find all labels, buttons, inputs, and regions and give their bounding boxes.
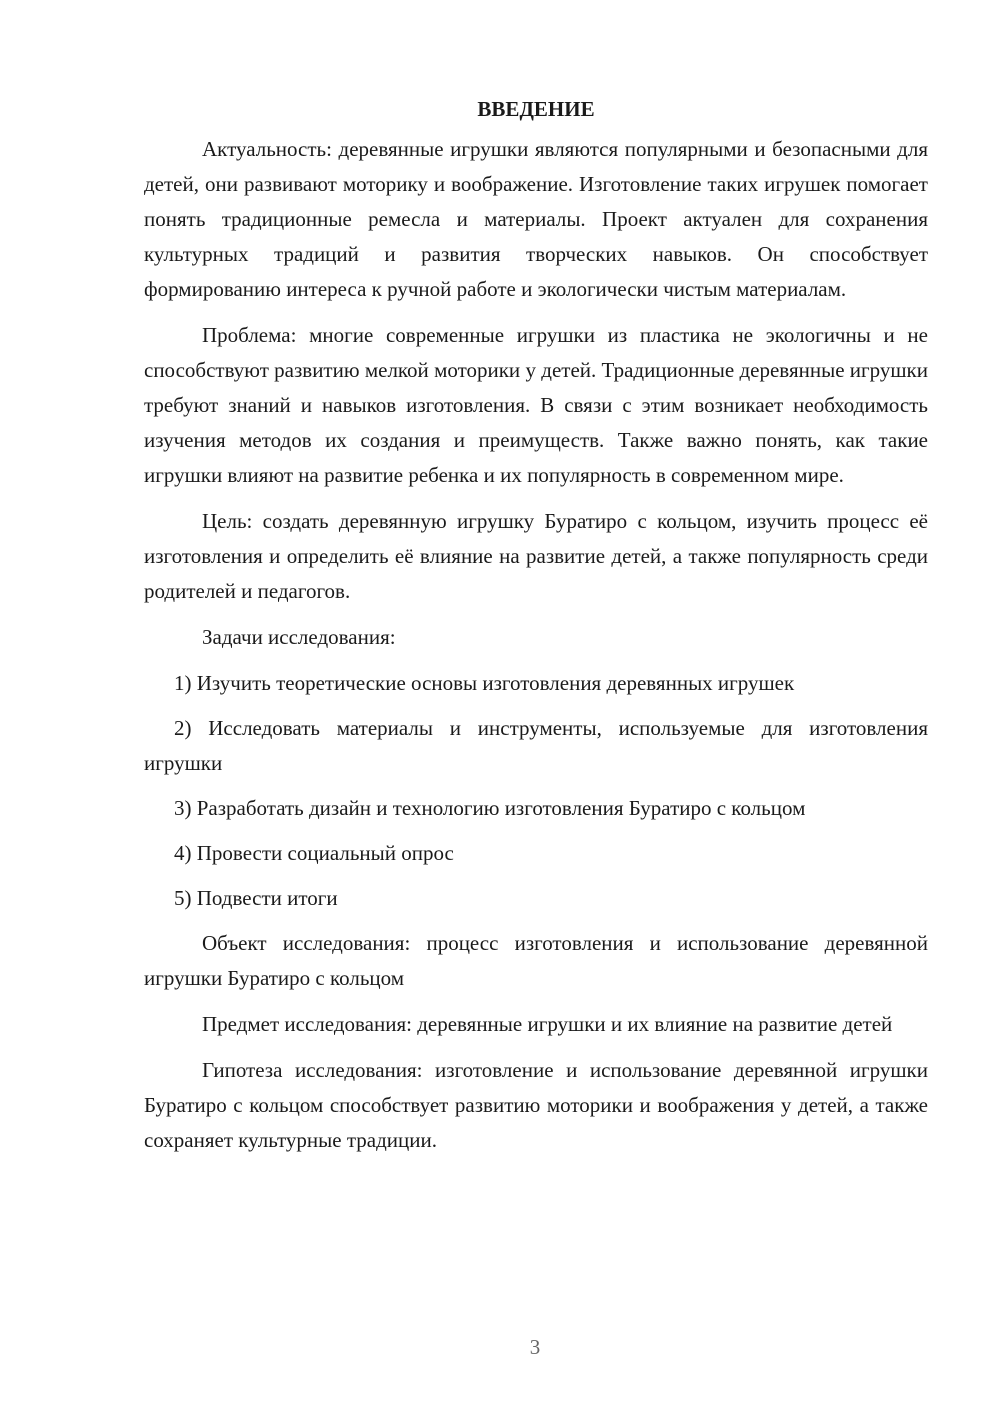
page-title: ВВЕДЕНИЕ bbox=[477, 97, 595, 121]
task-item-2: 2) Исследовать материалы и инструменты, используемые для изготовления игрушки bbox=[144, 716, 928, 775]
paragraph-subject: Предмет исследования: деревянные игрушки и их влияние на развитие детей bbox=[202, 1012, 893, 1036]
task-item-5: 5) Подвести итоги bbox=[174, 886, 338, 910]
task-item-1: 1) Изучить теоретические основы изготовления деревянных игрушек bbox=[174, 671, 795, 695]
paragraph-object: Объект исследования: процесс изготовления и использование деревянной игрушки Буратиро с кольцом bbox=[144, 931, 928, 990]
task-item-4: 4) Провести социальный опрос bbox=[174, 841, 454, 865]
paragraph-problem: Проблема: многие современные игрушки из пластика не экологичны и не способствуют развитию мелкой моторики у детей. Традиционные деревянные игрушки требуют знаний и навыков изготовления. В связи с этим возникает необходимость изучения методов их создания и преимуществ. Также важно понять, как такие игрушки влияют на развитие ребенка и их популярность в современном мире. bbox=[144, 323, 928, 487]
page-content bbox=[144, 92, 928, 1169]
paragraph-goal: Цель: создать деревянную игрушку Буратиро с кольцом, изучить процесс её изготовления и определить её влияние на развитие детей, а также популярность среди родителей и педагогов. bbox=[144, 509, 928, 603]
page-number: 3 bbox=[529, 1335, 541, 1359]
paragraph-hypothesis: Гипотеза исследования: изготовление и использование деревянной игрушки Буратиро с кольцом способствует развитию моторики и воображения у детей, а также сохраняет культурные традиции. bbox=[144, 1058, 928, 1152]
paragraph-relevance: Актуальность: деревянные игрушки являются популярными и безопасными для детей, они развивают моторику и воображение. Изготовление таких игрушек помогает понять традиционные ремесла и материалы. Проект актуален для сохранения культурных традиций и развития творческих навыков. Он способствует формированию интереса к ручной работе и экологически чистым материалам. bbox=[144, 137, 928, 301]
paragraph-tasks-heading: Задачи исследования: bbox=[202, 625, 396, 649]
task-item-3: 3) Разработать дизайн и технологию изготовления Буратиро с кольцом bbox=[174, 796, 806, 820]
